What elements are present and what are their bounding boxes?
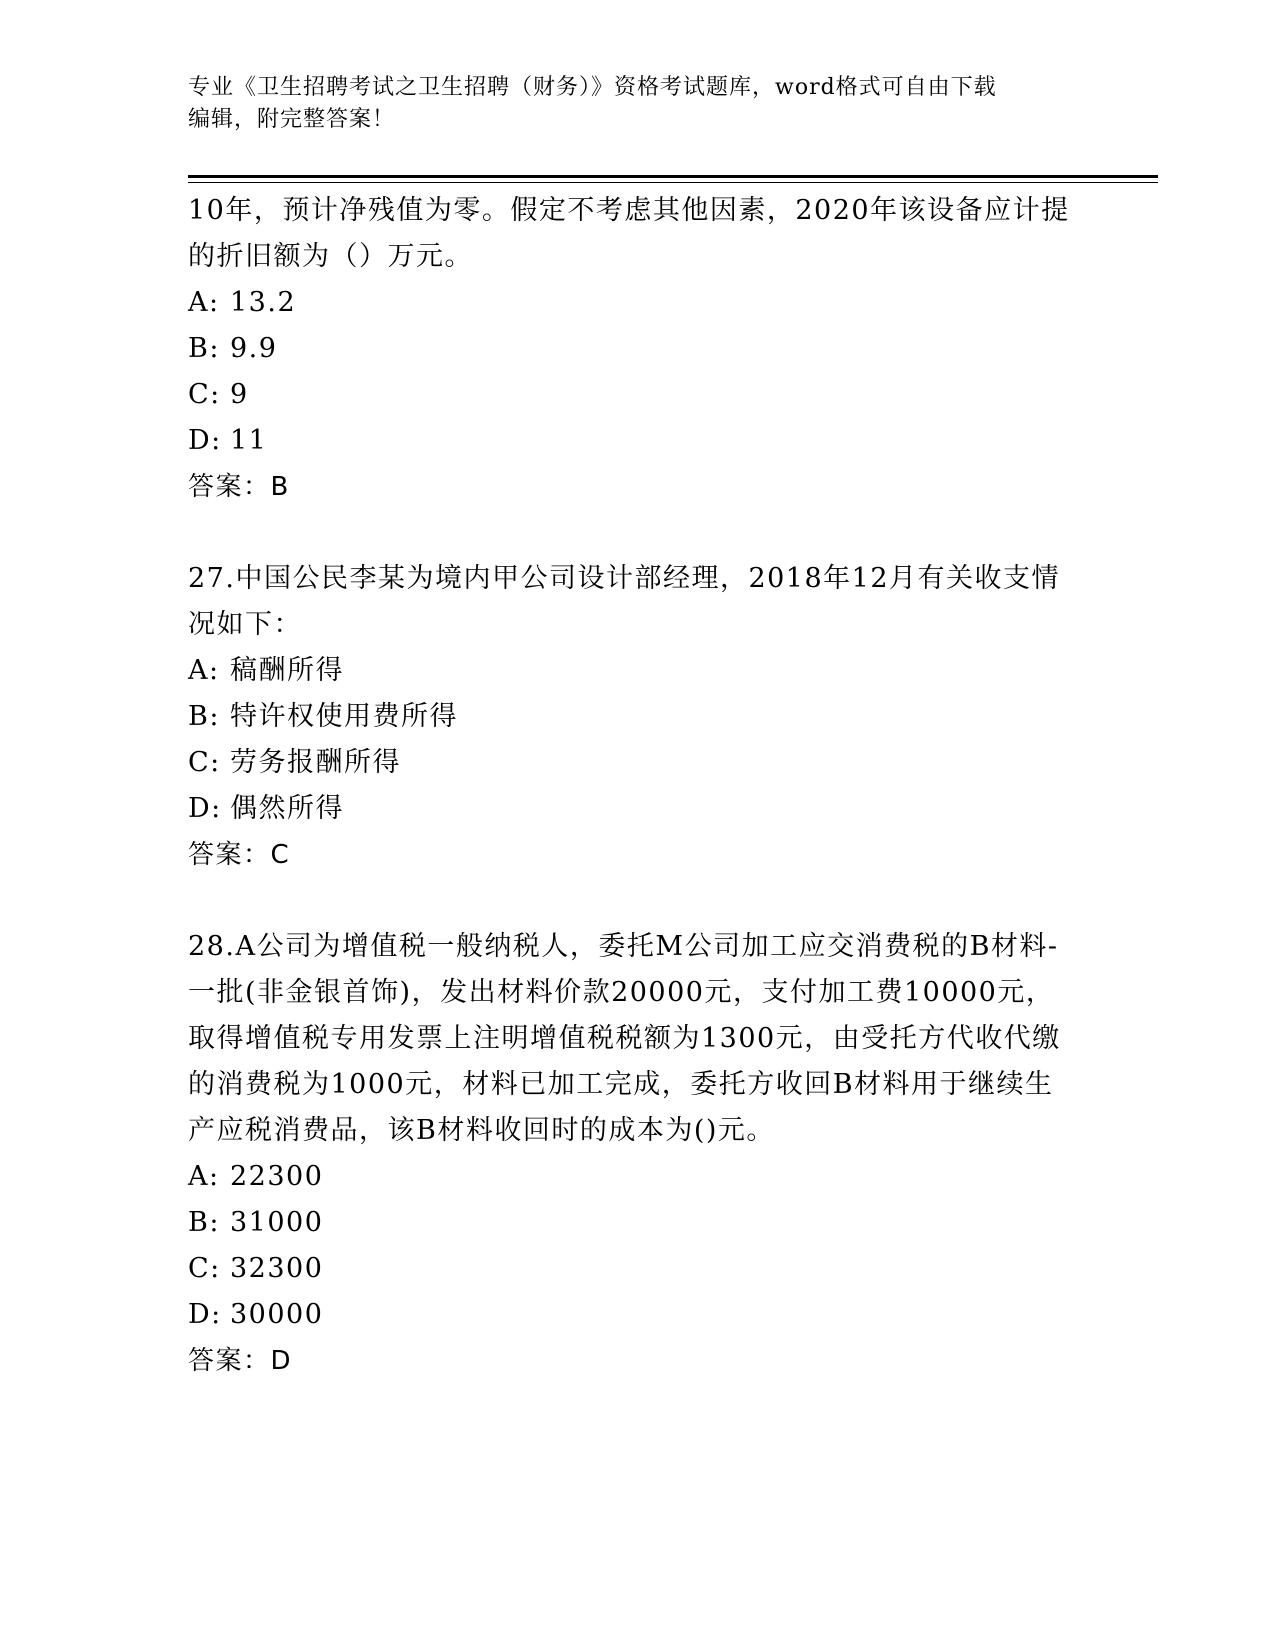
question-block <box>188 556 1088 878</box>
option-letter: C: <box>188 747 221 778</box>
option-letter: A: <box>188 1161 220 1192</box>
option-text: 13.2 <box>230 287 297 318</box>
question-text-line: 产应税消费品，该B材料收回时的成本为()元。 <box>188 1115 775 1146</box>
question-text-line: 的消费税为1000元，材料已加工完成，委托方收回B材料用于继续生 <box>188 1069 1054 1100</box>
question-block <box>188 924 1088 1384</box>
option-text: 偶然所得 <box>230 793 344 824</box>
option-letter: A: <box>188 287 220 318</box>
answer-line: 答案：D <box>188 1346 293 1376</box>
option-b <box>188 694 1088 740</box>
option-text: 特许权使用费所得 <box>230 701 458 732</box>
answer-line: 答案：B <box>188 472 290 502</box>
option-text: 9 <box>230 379 249 410</box>
option-a <box>188 648 1088 694</box>
question-list <box>188 188 1088 1384</box>
option-text: 31000 <box>230 1207 324 1238</box>
question-text-line: 27.中国公民李某为境内甲公司设计部经理，2018年12月有关收支情 <box>188 563 1061 594</box>
header-rule-thin <box>188 182 1158 183</box>
question-spacer <box>188 510 1088 556</box>
question-text-line: 的折旧额为（）万元。 <box>188 241 473 272</box>
option-text: 22300 <box>230 1161 324 1192</box>
option-text: 32300 <box>230 1253 324 1284</box>
option-c <box>188 740 1088 786</box>
question-text-line: 10年，预计净残值为零。假定不考虑其他因素，2020年该设备应计提 <box>188 195 1070 226</box>
option-letter: B: <box>188 333 220 364</box>
option-text: 30000 <box>230 1299 324 1330</box>
question-block <box>188 188 1088 510</box>
option-b <box>188 1200 1088 1246</box>
option-letter: B: <box>188 1207 220 1238</box>
header-line-1: 专业《卫生招聘考试之卫生招聘（财务）》资格考试题库，word格式可自由下载 <box>188 75 997 100</box>
question-text-line: 一批(非金银首饰)，发出材料价款20000元，支付加工费10000元， <box>188 977 1055 1008</box>
option-d <box>188 786 1088 832</box>
option-d <box>188 1292 1088 1338</box>
option-letter: D: <box>188 425 222 456</box>
option-c <box>188 372 1088 418</box>
option-letter: D: <box>188 793 222 824</box>
option-text: 11 <box>230 425 268 456</box>
header-rule-thick <box>188 175 1158 178</box>
option-d <box>188 418 1088 464</box>
option-letter: A: <box>188 655 220 686</box>
option-text: 劳务报酬所得 <box>230 747 401 778</box>
option-b <box>188 326 1088 372</box>
option-letter: C: <box>188 1253 221 1284</box>
option-text: 稿酬所得 <box>230 655 344 686</box>
option-letter: B: <box>188 701 220 732</box>
option-c <box>188 1246 1088 1292</box>
option-text: 9.9 <box>230 333 278 364</box>
option-a <box>188 280 1088 326</box>
question-spacer <box>188 878 1088 924</box>
question-text-line: 28.A公司为增值税一般纳税人，委托M公司加工应交消费税的B材料- <box>188 931 1059 962</box>
question-text-line: 况如下： <box>188 609 302 640</box>
question-text-line: 取得增值税专用发票上注明增值税税额为1300元，由受托方代收代缴 <box>188 1023 1061 1054</box>
option-letter: C: <box>188 379 221 410</box>
page-header <box>188 72 1088 136</box>
option-letter: D: <box>188 1299 222 1330</box>
option-a <box>188 1154 1088 1200</box>
header-line-2: 编辑，附完整答案！ <box>188 107 396 132</box>
answer-line: 答案：C <box>188 840 291 870</box>
